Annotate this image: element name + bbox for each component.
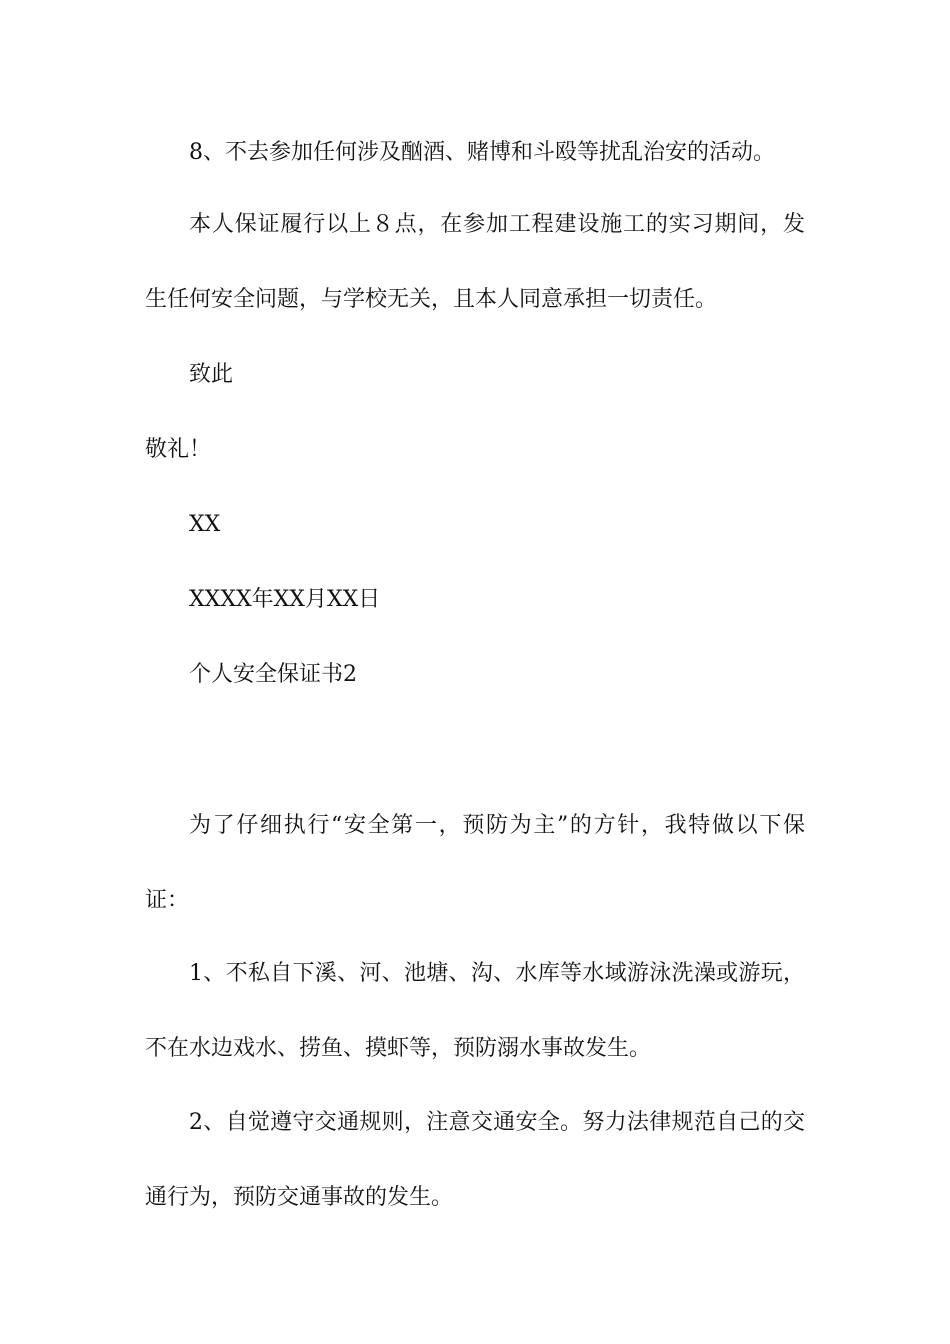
paragraph-line: 生任何安全问题，与学校无关，且本人同意承担一切责任。 [145,287,718,312]
paragraph-line: 1、不私自下溪、河、池塘、沟、水库等水域游泳洗澡或游玩， [189,961,805,986]
paragraph-line: 为了仔细执行“安全第一，预防为主”的方针，我特做以下保 [189,813,805,838]
paragraph-line: 不在水边戏水、捞鱼、摸虾等，预防溺水事故发生。 [145,1036,652,1061]
paragraph-line: 通行为，预防交通事故的发生。 [145,1185,454,1210]
paragraph-line: 证： [145,888,190,913]
section-title: 个人安全保证书2 [189,662,357,687]
salutation-line: 致此 [189,362,234,387]
closing-line: 敬礼！ [145,437,212,462]
paragraph-line: 2、自觉遵守交通规则，注意交通安全。努力法律规范自己的交 [189,1110,805,1135]
paragraph-line: 8、不去参加任何涉及酗酒、赌博和斗殴等扰乱治安的活动。 [189,140,775,165]
signature-date: XXXX年XX月XX日 [189,587,381,612]
paragraph-line: 本人保证履行以上８点，在参加工程建设施工的实习期间，发 [189,212,805,237]
signature-name: XX [189,512,221,537]
